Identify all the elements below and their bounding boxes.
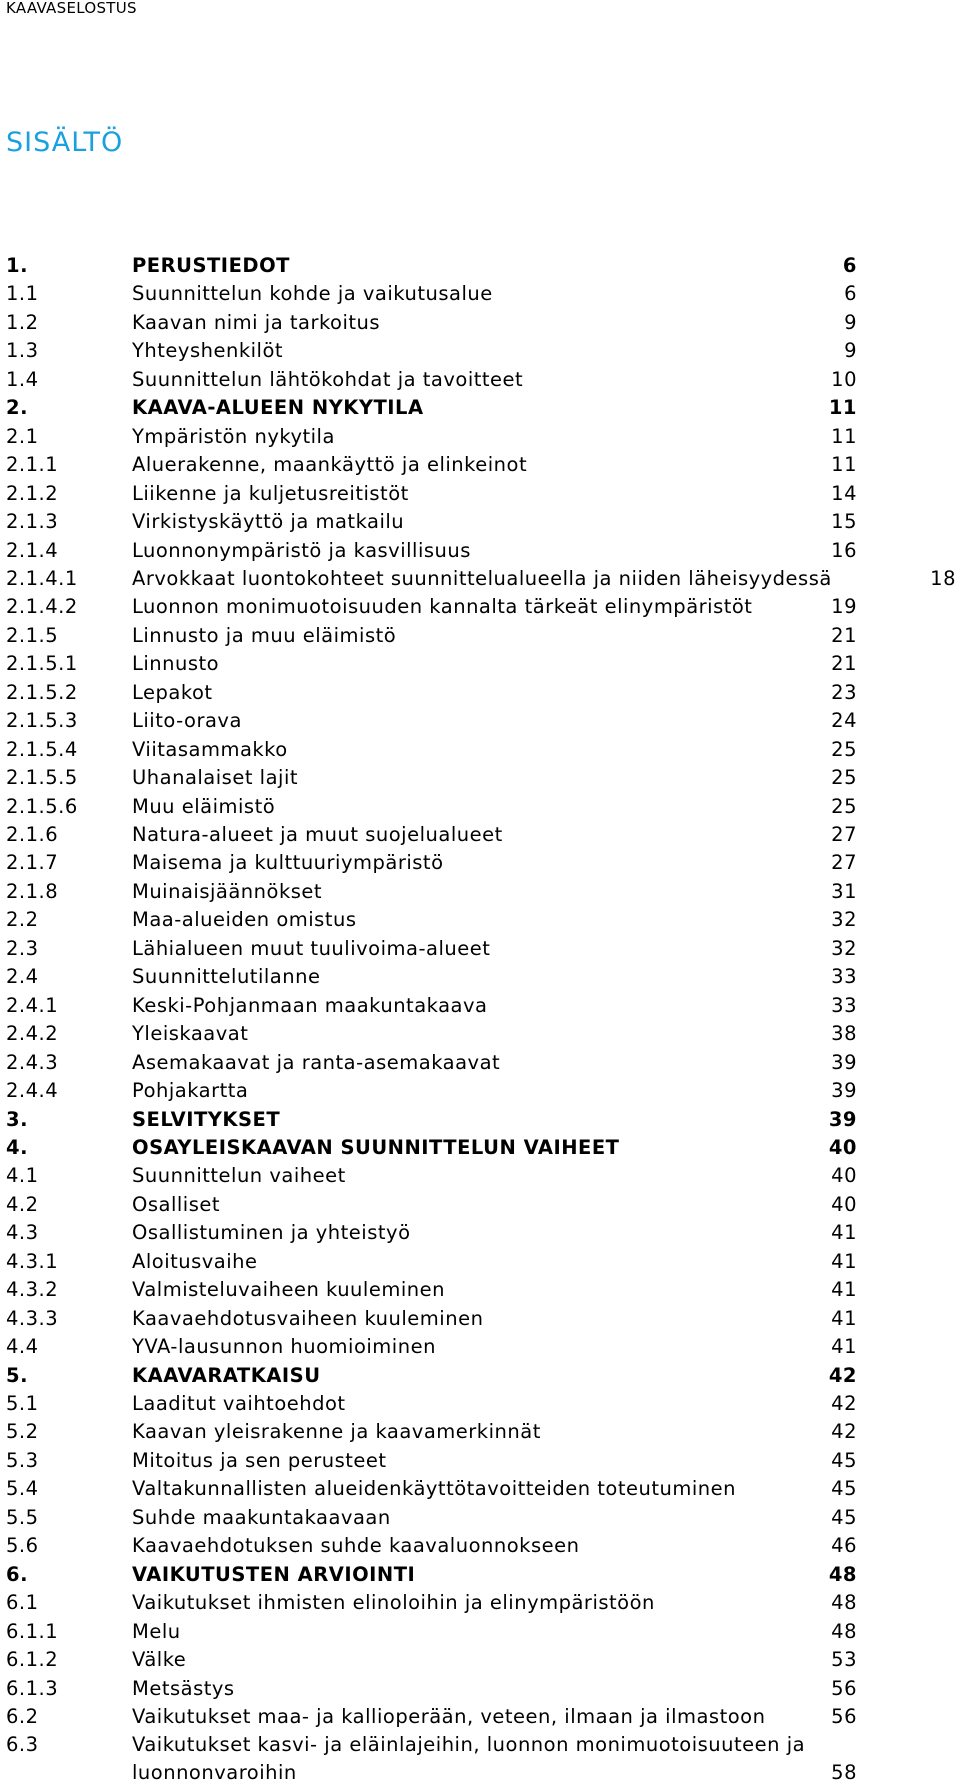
toc-section-title: Vaikutukset ihmisten elinoloihin ja elinympäristöön bbox=[132, 1591, 655, 1615]
toc-section-number: 5.2 bbox=[6, 1420, 39, 1444]
toc-page-number: 48 bbox=[831, 1591, 857, 1615]
toc-section-number: 4.3.1 bbox=[6, 1249, 59, 1273]
toc-page-number: 45 bbox=[831, 1505, 857, 1529]
toc-row[interactable] bbox=[0, 1646, 960, 1674]
toc-chapter-row[interactable] bbox=[0, 1106, 960, 1134]
toc-page-number: 39 bbox=[828, 1107, 857, 1131]
toc-section-number: 1.1 bbox=[6, 282, 39, 306]
toc-section-title: Maisema ja kulttuuriympäristö bbox=[132, 851, 444, 875]
toc-section-number: 5.1 bbox=[6, 1392, 39, 1415]
toc-section-title: Lepakot bbox=[132, 680, 213, 704]
toc-section-number: 2.1.5.1 bbox=[6, 652, 78, 676]
toc-section-title: Linnusto bbox=[132, 652, 220, 676]
toc-row[interactable] bbox=[0, 1589, 960, 1617]
toc-section-title: Metsästys bbox=[132, 1676, 235, 1700]
toc-row[interactable] bbox=[0, 821, 960, 849]
toc-page-number: 56 bbox=[831, 1676, 857, 1700]
toc-section-title: Suunnittelun vaiheet bbox=[132, 1164, 346, 1188]
toc-row[interactable] bbox=[0, 337, 960, 365]
toc-section-number: 2.1.2 bbox=[6, 481, 59, 505]
toc-section-title: Liito-orava bbox=[132, 709, 242, 733]
toc-row[interactable] bbox=[0, 1675, 960, 1703]
toc-row[interactable] bbox=[0, 1447, 960, 1475]
toc-page-number: 11 bbox=[828, 396, 857, 420]
toc-page-number: 21 bbox=[831, 623, 857, 647]
toc-row[interactable] bbox=[0, 1731, 960, 1787]
toc-row[interactable] bbox=[0, 1219, 960, 1247]
toc-section-title: Valtakunnallisten alueidenkäyttötavoitteiden toteutuminen bbox=[132, 1477, 736, 1501]
toc-page-number: 41 bbox=[831, 1335, 857, 1359]
toc-section-title: Aloitusvaihe bbox=[132, 1249, 258, 1273]
toc-row[interactable] bbox=[0, 451, 960, 479]
toc-section-title: Mitoitus ja sen perusteet bbox=[132, 1448, 387, 1472]
toc-page-number: 19 bbox=[831, 595, 857, 619]
toc-row[interactable] bbox=[0, 1248, 960, 1276]
toc-page-number: 6 bbox=[842, 254, 857, 277]
toc-row[interactable] bbox=[0, 764, 960, 792]
toc-page-number: 46 bbox=[831, 1534, 857, 1558]
toc-row[interactable] bbox=[0, 1418, 960, 1446]
toc-section-title: Vaikutukset maa- ja kallioperään, veteen, ilmaan ja ilmastoon bbox=[132, 1704, 766, 1728]
toc-section-title: SELVITYKSET bbox=[132, 1107, 281, 1131]
toc-page-number: 56 bbox=[831, 1704, 857, 1728]
toc-page-number: 11 bbox=[831, 424, 857, 448]
toc-section-title: Keski-Pohjanmaan maakuntakaava bbox=[132, 993, 488, 1017]
toc-section-title: Liikenne ja kuljetusreitistöt bbox=[132, 481, 409, 505]
toc-section-number: 2.1.5.5 bbox=[6, 766, 78, 790]
toc-row[interactable] bbox=[0, 906, 960, 934]
toc-section-number: 2.4 bbox=[6, 965, 39, 989]
toc-page-number: 31 bbox=[831, 879, 857, 903]
toc-row[interactable] bbox=[0, 1305, 960, 1333]
toc-page-number: 40 bbox=[828, 1135, 857, 1159]
toc-page-number: 10 bbox=[831, 367, 857, 391]
toc-section-title: Aluerakenne, maankäyttö ja elinkeinot bbox=[132, 453, 528, 477]
toc-section-number: 1.4 bbox=[6, 367, 39, 391]
toc-page-number: 9 bbox=[844, 339, 857, 363]
toc-page-number: 18 bbox=[930, 566, 956, 590]
toc-section-number: 2.1.5 bbox=[6, 623, 59, 647]
toc-page-number: 40 bbox=[831, 1164, 857, 1188]
toc-page-number: 41 bbox=[831, 1249, 857, 1273]
toc-section-title: Suunnittelutilanne bbox=[132, 965, 321, 989]
toc-page-number: 32 bbox=[831, 936, 857, 960]
toc-section-title: Uhanalaiset lajit bbox=[132, 766, 299, 790]
toc-section-number: 2.1.1 bbox=[6, 453, 59, 477]
toc-section-title: Maa-alueiden omistus bbox=[132, 908, 357, 932]
toc-section-number: 2.1.8 bbox=[6, 879, 59, 903]
toc-section-number: 4. bbox=[6, 1135, 28, 1159]
toc-chapter-row[interactable] bbox=[0, 394, 960, 422]
toc-chapter-row[interactable] bbox=[0, 1561, 960, 1589]
toc-row[interactable] bbox=[0, 1390, 960, 1418]
toc-row[interactable] bbox=[0, 309, 960, 337]
toc-section-number: 5.3 bbox=[6, 1448, 39, 1472]
toc-page-number: 41 bbox=[831, 1278, 857, 1302]
toc-row[interactable] bbox=[0, 1162, 960, 1190]
toc-page-number: 16 bbox=[831, 538, 857, 562]
toc-section-title: Melu bbox=[132, 1619, 181, 1643]
toc-page-number: 39 bbox=[831, 1079, 857, 1103]
toc-section-number: 5.6 bbox=[6, 1534, 39, 1558]
toc-row[interactable] bbox=[0, 537, 960, 565]
toc-section-title: Suunnittelun kohde ja vaikutusalue bbox=[132, 282, 493, 306]
toc-section-number: 6.1.3 bbox=[6, 1676, 59, 1700]
toc-section-number: 2.1.5.4 bbox=[6, 737, 78, 761]
toc-section-number: 4.1 bbox=[6, 1164, 39, 1188]
toc-row[interactable] bbox=[0, 1191, 960, 1219]
toc-row[interactable] bbox=[0, 1703, 960, 1731]
toc-section-title: KAAVARATKAISU bbox=[132, 1363, 321, 1387]
toc-row[interactable] bbox=[0, 707, 960, 735]
toc-section-number: 5.4 bbox=[6, 1477, 39, 1501]
toc-section-title: Osallistuminen ja yhteistyö bbox=[132, 1221, 411, 1245]
toc-section-number: 2. bbox=[6, 396, 28, 420]
toc-page-number: 6 bbox=[844, 282, 857, 306]
toc-section-number: 2.1.7 bbox=[6, 851, 59, 875]
toc-section-number: 2.1.4.2 bbox=[6, 595, 78, 619]
toc-page-number: 9 bbox=[844, 310, 857, 334]
document-header: KAAVASELOSTUS bbox=[6, 0, 137, 17]
toc-page-number: 27 bbox=[831, 823, 857, 846]
toc-row[interactable] bbox=[0, 679, 960, 707]
toc-section-number: 1.2 bbox=[6, 310, 39, 334]
toc-row[interactable] bbox=[0, 565, 960, 593]
toc-page-number: 48 bbox=[828, 1562, 857, 1586]
toc-section-number: 4.3.2 bbox=[6, 1278, 59, 1302]
toc-section-title: VAIKUTUSTEN ARVIOINTI bbox=[132, 1562, 416, 1586]
toc-section-title: OSAYLEISKAAVAN SUUNNITTELUN VAIHEET bbox=[132, 1135, 620, 1159]
toc-row[interactable] bbox=[0, 622, 960, 650]
toc-row[interactable] bbox=[0, 1475, 960, 1503]
toc-section-title: Suunnittelun lähtökohdat ja tavoitteet bbox=[132, 367, 524, 391]
toc-section-title: Muinaisjäännökset bbox=[132, 879, 323, 903]
toc-row[interactable] bbox=[0, 1077, 960, 1105]
toc-section-number: 2.1.5.6 bbox=[6, 794, 78, 818]
toc-section-title: YVA-lausunnon huomioiminen bbox=[132, 1335, 436, 1359]
toc-page-number: 58 bbox=[831, 1761, 857, 1785]
toc-section-number: 2.4.2 bbox=[6, 1022, 59, 1046]
toc-page-number: 33 bbox=[831, 965, 857, 989]
toc-row[interactable] bbox=[0, 935, 960, 963]
toc-row[interactable] bbox=[0, 508, 960, 536]
toc-page-number: 42 bbox=[828, 1363, 857, 1387]
toc-section-title: Laaditut vaihtoehdot bbox=[132, 1392, 346, 1415]
toc-section-number: 4.3.3 bbox=[6, 1306, 59, 1330]
toc-chapter-row[interactable] bbox=[0, 1134, 960, 1162]
toc-page-number: 25 bbox=[831, 794, 857, 818]
toc-section-number: 4.3 bbox=[6, 1221, 39, 1245]
toc-row[interactable] bbox=[0, 480, 960, 508]
toc-row[interactable] bbox=[0, 992, 960, 1020]
toc-row[interactable] bbox=[0, 736, 960, 764]
toc-row[interactable] bbox=[0, 849, 960, 877]
toc-section-number: 2.3 bbox=[6, 936, 39, 960]
toc-page-number: 15 bbox=[831, 510, 857, 534]
toc-page-number: 25 bbox=[831, 737, 857, 761]
toc-row[interactable] bbox=[0, 1049, 960, 1077]
toc-section-title: Pohjakartta bbox=[132, 1079, 249, 1103]
toc-section-number: 6.1.1 bbox=[6, 1619, 59, 1643]
toc-section-title: Kaavaehdotuksen suhde kaavaluonnokseen bbox=[132, 1534, 580, 1558]
toc-section-title: Viitasammakko bbox=[132, 737, 288, 761]
toc-section-title: PERUSTIEDOT bbox=[132, 254, 290, 277]
toc-row[interactable] bbox=[0, 423, 960, 451]
toc-section-title: Luonnon monimuotoisuuden kannalta tärkeät elinympäristöt bbox=[132, 595, 753, 619]
toc-chapter-row[interactable] bbox=[0, 252, 960, 280]
toc-section-title: Yleiskaavat bbox=[132, 1022, 249, 1046]
toc-row[interactable] bbox=[0, 793, 960, 821]
page-title: SISÄLTÖ bbox=[6, 127, 124, 158]
toc-page-number: 41 bbox=[831, 1221, 857, 1245]
toc-row[interactable] bbox=[0, 366, 960, 394]
toc-section-title: Arvokkaat luontokohteet suunnittelualueella ja niiden läheisyydessä bbox=[132, 566, 832, 590]
toc-row[interactable] bbox=[0, 963, 960, 991]
toc-section-title: Ympäristön nykytila bbox=[132, 424, 335, 448]
toc-section-number: 6.2 bbox=[6, 1704, 39, 1728]
toc-section-title: Muu eläimistö bbox=[132, 794, 276, 818]
toc-page-number: 42 bbox=[831, 1392, 857, 1415]
toc-section-number: 2.2 bbox=[6, 908, 39, 932]
toc-row[interactable] bbox=[0, 1020, 960, 1048]
toc-row[interactable] bbox=[0, 1276, 960, 1304]
toc-section-title: Suhde maakuntakaavaan bbox=[132, 1505, 391, 1529]
toc-section-title: Osalliset bbox=[132, 1192, 221, 1216]
toc-row[interactable] bbox=[0, 1504, 960, 1532]
toc-section-number: 1. bbox=[6, 254, 28, 277]
toc-section-number: 4.4 bbox=[6, 1335, 39, 1359]
toc-page-number: 21 bbox=[831, 652, 857, 676]
toc-page-number: 14 bbox=[831, 481, 857, 505]
toc-page-number: 32 bbox=[831, 908, 857, 932]
toc-page-number: 40 bbox=[831, 1192, 857, 1216]
toc-page-number: 45 bbox=[831, 1477, 857, 1501]
toc-section-number: 2.4.1 bbox=[6, 993, 59, 1017]
toc-page-number: 53 bbox=[831, 1648, 857, 1672]
toc-page-number: 45 bbox=[831, 1448, 857, 1472]
toc-row[interactable] bbox=[0, 1333, 960, 1361]
toc-row[interactable] bbox=[0, 650, 960, 678]
toc-row[interactable] bbox=[0, 1618, 960, 1646]
toc-row[interactable] bbox=[0, 1532, 960, 1560]
toc-section-number: 2.1.5.3 bbox=[6, 709, 78, 733]
toc-row[interactable] bbox=[0, 878, 960, 906]
toc-section-title: Natura-alueet ja muut suojelualueet bbox=[132, 823, 503, 846]
toc-section-number: 5. bbox=[6, 1363, 28, 1387]
toc-section-title: Kaavan yleisrakenne ja kaavamerkinnät bbox=[132, 1420, 541, 1444]
toc-page-number: 41 bbox=[831, 1306, 857, 1330]
toc-section-title: Lähialueen muut tuulivoima-alueet bbox=[132, 936, 491, 960]
toc-section-number: 6.1 bbox=[6, 1591, 39, 1615]
toc-page-number: 23 bbox=[831, 680, 857, 704]
toc-section-title: KAAVA-ALUEEN NYKYTILA bbox=[132, 396, 424, 420]
toc-row[interactable] bbox=[0, 593, 960, 621]
toc-page-number: 48 bbox=[831, 1619, 857, 1643]
toc-section-number: 2.1 bbox=[6, 424, 39, 448]
toc-section-title: Kaavaehdotusvaiheen kuuleminen bbox=[132, 1306, 484, 1330]
toc-section-title: Yhteyshenkilöt bbox=[132, 339, 284, 363]
toc-page-number: 33 bbox=[831, 993, 857, 1017]
toc-section-number: 2.1.3 bbox=[6, 510, 59, 534]
toc-section-number: 2.4.4 bbox=[6, 1079, 59, 1103]
toc-section-number: 2.1.4 bbox=[6, 538, 59, 562]
toc-section-number: 3. bbox=[6, 1107, 28, 1131]
toc-section-number: 5.5 bbox=[6, 1505, 39, 1529]
toc-section-title: Linnusto ja muu eläimistö bbox=[132, 623, 397, 647]
toc-chapter-row[interactable] bbox=[0, 1362, 960, 1390]
toc-page-number: 39 bbox=[831, 1050, 857, 1074]
toc-page-number: 11 bbox=[831, 453, 857, 477]
toc-section-title: Kaavan nimi ja tarkoitus bbox=[132, 310, 381, 334]
toc-page-number: 25 bbox=[831, 766, 857, 790]
toc-page-number: 38 bbox=[831, 1022, 857, 1046]
toc-section-number: 4.2 bbox=[6, 1192, 39, 1216]
toc-section-number: 1.3 bbox=[6, 339, 39, 363]
toc-section-number: 2.1.4.1 bbox=[6, 566, 78, 590]
toc-section-number: 2.1.5.2 bbox=[6, 680, 78, 704]
toc-section-title: Luonnonympäristö ja kasvillisuus bbox=[132, 538, 471, 562]
toc-page-number: 42 bbox=[831, 1420, 857, 1444]
toc-section-number: 6. bbox=[6, 1562, 28, 1586]
toc-page-number: 27 bbox=[831, 851, 857, 875]
toc-section-title: Virkistyskäyttö ja matkailu bbox=[132, 510, 405, 534]
toc-section-title: Valmisteluvaiheen kuuleminen bbox=[132, 1278, 445, 1302]
toc-section-number: 2.4.3 bbox=[6, 1050, 59, 1074]
toc-page-number: 24 bbox=[831, 709, 857, 733]
toc-section-number: 6.3 bbox=[6, 1733, 39, 1757]
toc-section-title: Asemakaavat ja ranta-asemakaavat bbox=[132, 1050, 501, 1074]
toc-row[interactable] bbox=[0, 280, 960, 308]
toc-section-title: Välke bbox=[132, 1648, 187, 1672]
toc-section-number: 6.1.2 bbox=[6, 1648, 59, 1672]
toc-section-number: 2.1.6 bbox=[6, 823, 59, 846]
toc-section-title: Vaikutukset kasvi- ja eläinlajeihin, luonnon monimuotoisuuteen ja luonnonvaroihin bbox=[132, 1733, 806, 1785]
